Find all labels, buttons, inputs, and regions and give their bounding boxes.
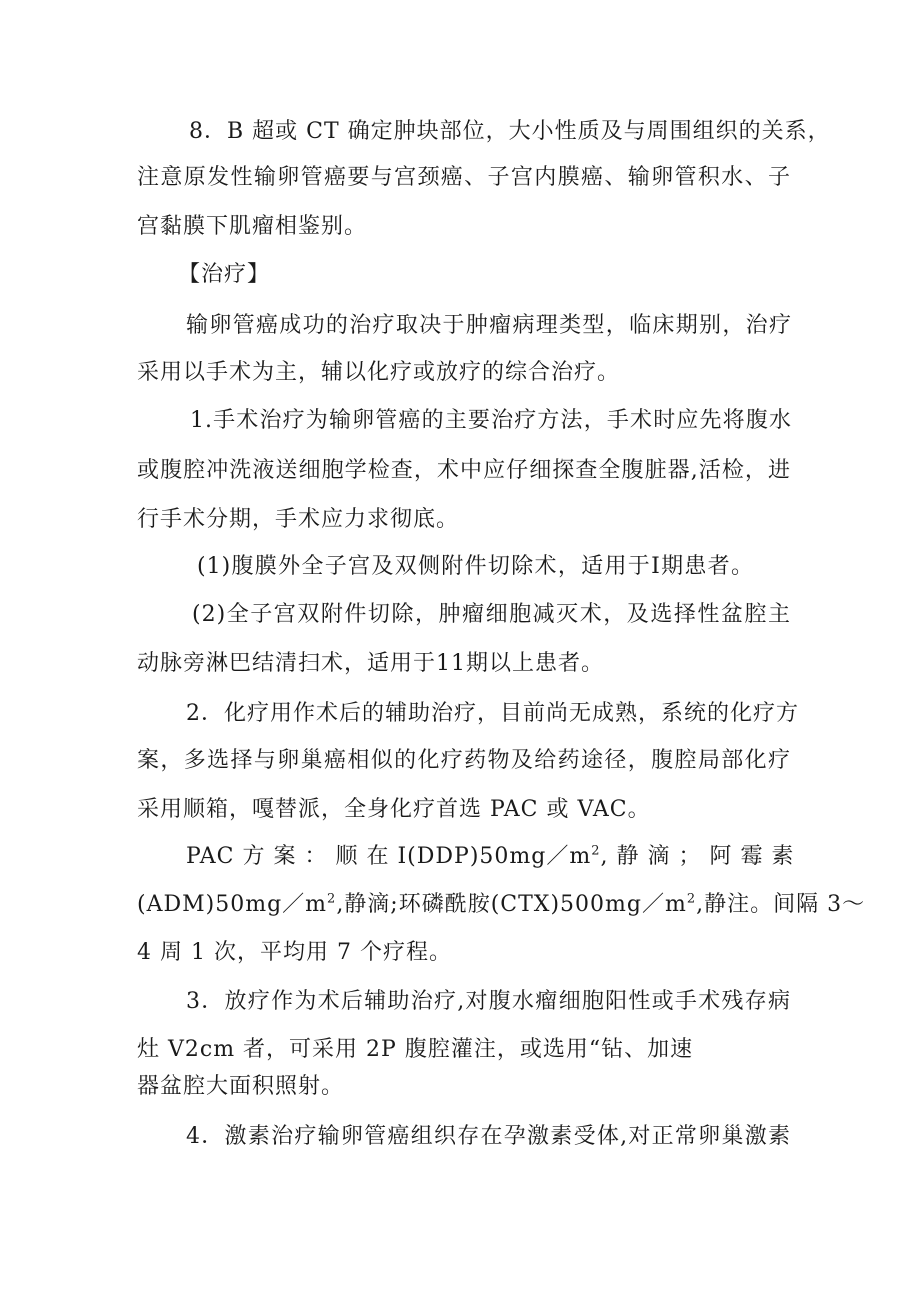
- text-line: 行手术分期，手术应力求彻底。: [137, 507, 460, 532]
- text-line: (1)腹膜外全子宫及双侧附件切除术，适用于Ⅰ期患者。: [197, 554, 754, 579]
- text-line: 采用顺箱，嘎替派，全身化疗首选 PAC 或 VAC。: [137, 797, 651, 822]
- text-line: 注意原发性输卵管癌要与宫颈癌、子宫内膜癌、输卵管积水、子: [137, 165, 791, 190]
- text-line: 采用以手术为主，辅以化疗或放疗的综合治疗。: [137, 360, 621, 385]
- section-heading: 【治疗】: [178, 262, 271, 287]
- pac-regimen-line-3: 4 周 1 次，平均用 7 个疗程。: [137, 940, 452, 965]
- text-line: 1.手术治疗为输卵管癌的主要治疗方法，手术时应先将腹水: [190, 408, 792, 433]
- pac-regimen-line-1: PAC 方 案 ： 顺 在 $Ⅰ(DDP)50mg/m^2$, 静 滴 ； 阿 霉 素: [186, 843, 795, 869]
- text-line: 4．激素治疗输卵管癌组织存在孕激素受体,对正常卵巢激素: [186, 1124, 791, 1149]
- text-line: 2．化疗用作术后的辅助治疗，目前尚无成熟，系统的化疗方: [186, 701, 799, 726]
- text-line: 案，多选择与卵巢癌相似的化疗药物及给药途径，腹腔局部化疗: [137, 748, 791, 773]
- text-line: 器盆腔大面积照射。: [137, 1074, 345, 1099]
- text-line: 动脉旁淋巴结清扫术，适用于11期以上患者。: [137, 651, 604, 676]
- text-line: 灶 V2cm 者，可采用 2P 腹腔灌注，或选用“钻、加速: [137, 1037, 694, 1062]
- text-line: 8．B 超或 CT 确定肿块部位，大小性质及与周围组织的关系，: [189, 119, 831, 144]
- text-line: 3．放疗作为术后辅助治疗,对腹水瘤细胞阳性或手术残存病: [186, 989, 791, 1014]
- text-line: 或腹腔冲洗液送细胞学检查，术中应仔细探查全腹脏器,活检，进: [137, 458, 791, 483]
- text-line: (2)全子宫双附件切除，肿瘤细胞减灭术，及选择性盆腔主: [192, 602, 791, 627]
- pac-regimen-line-2: $(ADM)50mg/m^2$,静滴;环磷酰胺$(CTX)500mg/m^2$,静注。间隔 3～: [137, 891, 866, 917]
- text-line: 宫黏膜下肌瘤相鉴别。: [137, 214, 368, 239]
- text-line: 输卵管癌成功的治疗取决于肿瘤病理类型，临床期别，治疗: [186, 313, 792, 338]
